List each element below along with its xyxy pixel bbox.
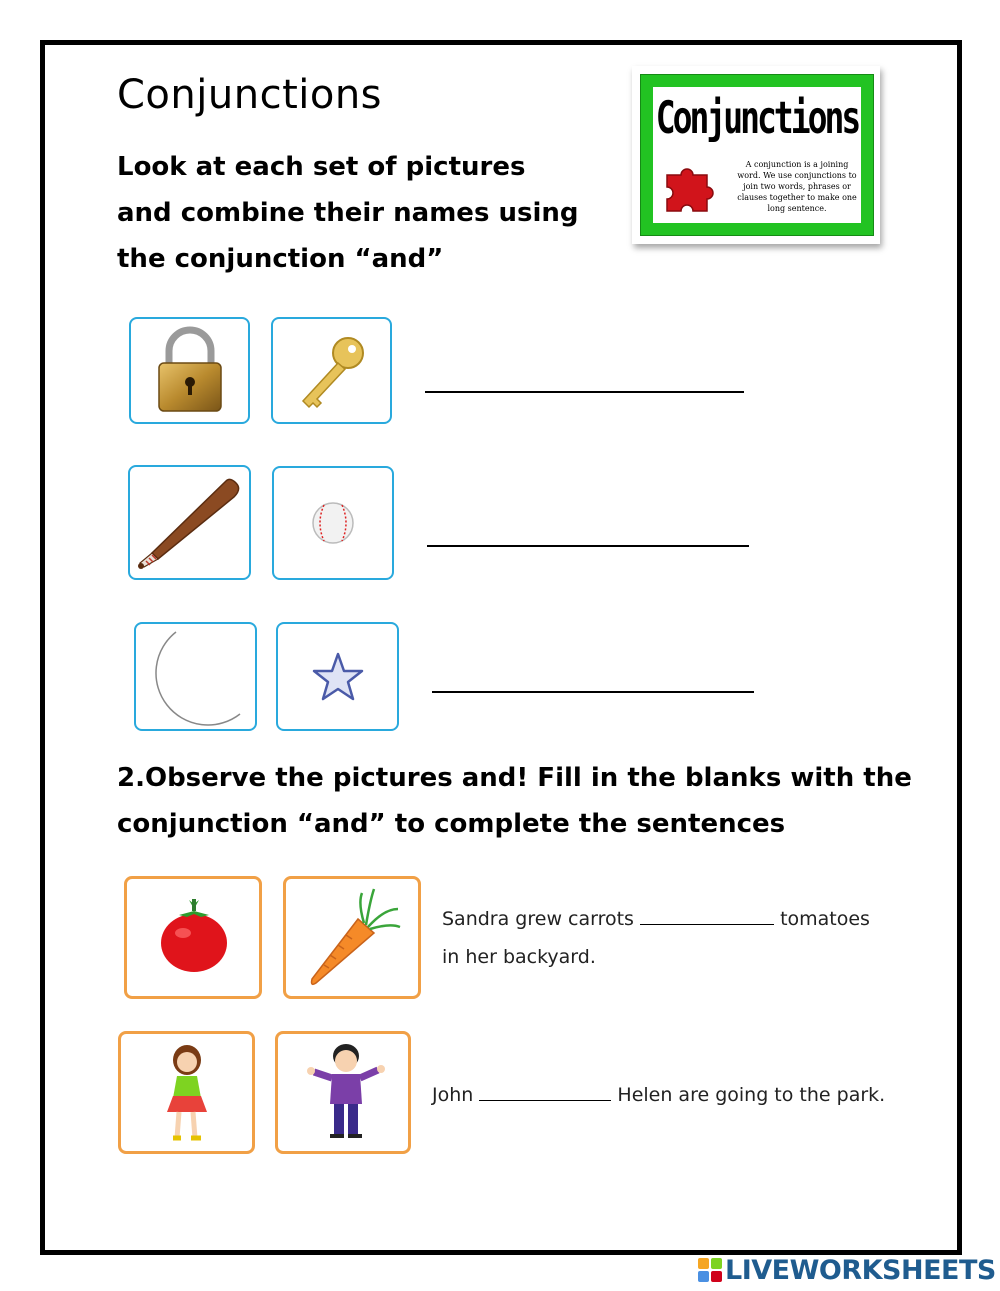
picture-box-padlock	[129, 317, 250, 424]
liveworksheets-logo[interactable]	[698, 1253, 996, 1287]
crescent-moon-icon	[136, 624, 255, 729]
picture-box-tomato	[124, 876, 262, 999]
sentence-1-part3: in her backyard.	[442, 946, 596, 968]
picture-box-moon	[134, 622, 257, 731]
baseball-icon	[274, 468, 392, 578]
picture-box-boy	[275, 1031, 411, 1154]
sentence-2-part1: John	[432, 1084, 474, 1106]
sentence-1-part2: tomatoes	[780, 908, 870, 930]
answer-line-2[interactable]	[427, 545, 749, 547]
boy-icon	[278, 1034, 408, 1151]
page-title: Conjunctions	[117, 72, 383, 118]
puzzle-piece-icon	[661, 161, 731, 217]
conjunctions-poster	[632, 66, 880, 244]
answer-line-3[interactable]	[432, 691, 754, 693]
picture-box-carrot	[283, 876, 421, 999]
picture-box-bat	[128, 465, 251, 580]
picture-box-star	[276, 622, 399, 731]
carrot-icon	[286, 879, 418, 996]
sentence-2-line	[432, 1080, 885, 1106]
instructions-2: 2.Observe the pictures and! Fill in the blanks with the conjunction “and” to complete the sentences	[117, 763, 912, 839]
answer-line-1[interactable]	[425, 391, 744, 393]
poster-text: A conjunction is a joining word. We use conjunctions to join two words, phrases or clauses together to make one long sentence.	[737, 160, 857, 213]
padlock-icon	[131, 319, 248, 422]
girl-icon	[121, 1034, 252, 1151]
sentence-2-part2: Helen are going to the park.	[617, 1084, 886, 1106]
poster-border	[640, 74, 874, 236]
star-icon	[278, 624, 397, 729]
sentence-1-blank[interactable]	[640, 904, 774, 925]
key-icon	[273, 319, 390, 422]
logo-blocks-icon	[698, 1258, 722, 1282]
poster-panel	[653, 87, 861, 223]
sentence-1-part1: Sandra grew carrots	[442, 908, 634, 930]
picture-box-key	[271, 317, 392, 424]
picture-box-girl	[118, 1031, 255, 1154]
brand-name: LIVEWORKSHEETS	[725, 1254, 996, 1286]
sentence-2-blank[interactable]	[479, 1080, 611, 1101]
instructions-1: Look at each set of pictures and combine their names using the conjunction “and”	[117, 152, 579, 274]
picture-box-ball	[272, 466, 394, 580]
poster-title: Conjunctions	[655, 91, 859, 144]
tomato-icon	[127, 879, 259, 996]
sentence-1-line-1	[442, 904, 870, 930]
baseball-bat-icon	[130, 467, 249, 578]
